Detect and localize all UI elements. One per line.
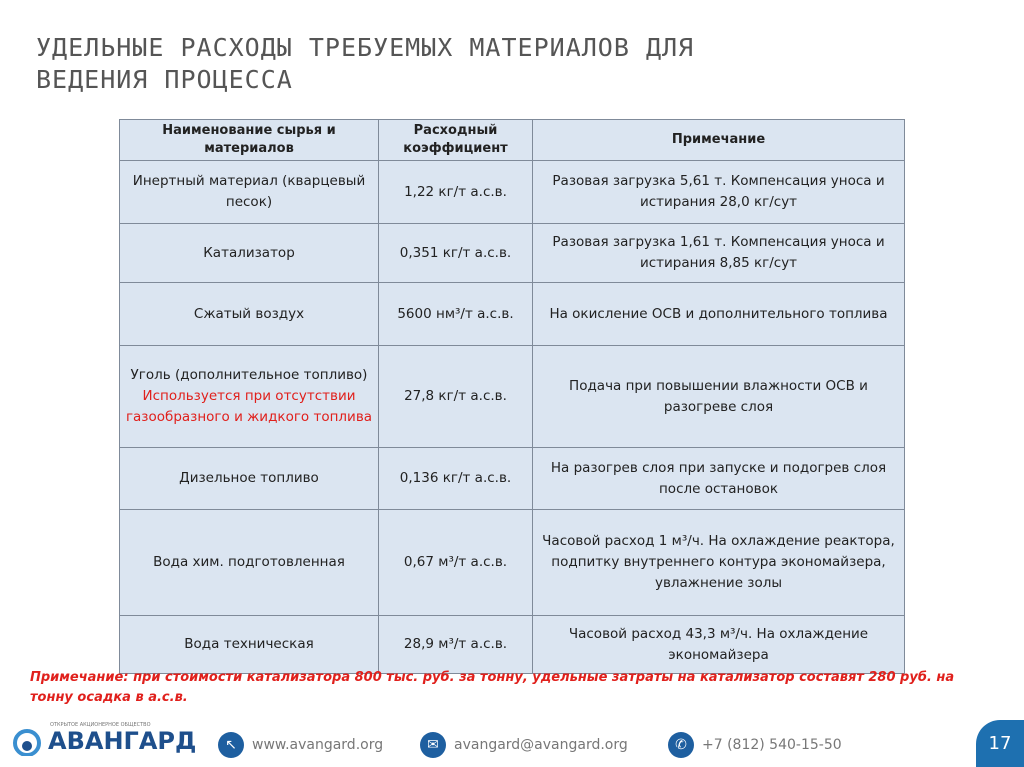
logo-text: АВАНГАРД: [48, 727, 197, 755]
cell-name-text: Уголь (дополнительное топливо): [130, 367, 368, 383]
company-logo: [10, 722, 197, 756]
title-line: УДЕЛЬНЫЕ РАСХОДЫ ТРЕБУЕМЫХ МАТЕРИАЛОВ ДЛЯ: [36, 33, 695, 62]
cell-name: Дизельное топливо: [120, 448, 379, 510]
table-row: [120, 161, 905, 224]
email-text: avangard@avangard.org: [454, 737, 628, 753]
cell-coef: 0,136 кг/т а.с.в.: [379, 448, 533, 510]
header-coef: Расходный коэффициент: [379, 120, 533, 161]
cell-coef: 27,8 кг/т а.с.в.: [379, 346, 533, 448]
cell-note: Часовой расход 43,3 м³/ч. На охлаждение экономайзера: [533, 616, 905, 674]
table-row: [120, 616, 905, 674]
footer: [0, 720, 1024, 767]
cell-coef: 28,9 м³/т а.с.в.: [379, 616, 533, 674]
cell-name: Вода техническая: [120, 616, 379, 674]
logo-icon: [10, 726, 44, 756]
phone-text: +7 (812) 540-15-50: [702, 737, 842, 753]
cell-note: Разовая загрузка 5,61 т. Компенсация уноса и истирания 28,0 кг/сут: [533, 161, 905, 224]
mail-icon: ✉: [420, 732, 446, 758]
cell-name: [120, 346, 379, 448]
phone-link[interactable]: [668, 732, 842, 758]
header-name: Наименование сырья и материалов: [120, 120, 379, 161]
cell-name: Катализатор: [120, 224, 379, 283]
footnote: Примечание: при стоимости катализатора 800 тыс. руб. за тонну, удельные затраты на катализатор составят 280 руб. на тонну осадка в а.с.в.: [30, 670, 955, 705]
website-link[interactable]: [218, 732, 383, 758]
header-note: Примечание: [533, 120, 905, 161]
title-line: ВЕДЕНИЯ ПРОЦЕССА: [36, 65, 293, 94]
cell-name: Инертный материал (кварцевый песок): [120, 161, 379, 224]
logo-subtitle: ОТКРЫТОЕ АКЦИОНЕРНОЕ ОБЩЕСТВО: [50, 722, 151, 728]
cell-coef: 1,22 кг/т а.с.в.: [379, 161, 533, 224]
materials-table: [119, 119, 905, 674]
cursor-icon: ↖: [218, 732, 244, 758]
website-text: www.avangard.org: [252, 737, 384, 753]
table-row: [120, 283, 905, 346]
table-row: [120, 510, 905, 616]
cell-note: На окисление ОСВ и дополнительного топлива: [533, 283, 905, 346]
cell-coef: 0,67 м³/т а.с.в.: [379, 510, 533, 616]
table-header: [120, 120, 905, 161]
page-number: 17: [976, 720, 1024, 767]
cell-name-warning: Используется при отсутствии газообразного и жидкого топлива: [125, 388, 373, 425]
cell-note: Подача при повышении влажности ОСВ и разогреве слоя: [533, 346, 905, 448]
table-row: [120, 224, 905, 283]
cell-name: Сжатый воздух: [120, 283, 379, 346]
cell-coef: 0,351 кг/т а.с.в.: [379, 224, 533, 283]
cell-note: Разовая загрузка 1,61 т. Компенсация уноса и истирания 8,85 кг/сут: [533, 224, 905, 283]
email-link[interactable]: [420, 732, 628, 758]
cell-note: На разогрев слоя при запуске и подогрев слоя после остановок: [533, 448, 905, 510]
table-row: [120, 448, 905, 510]
table-row: [120, 346, 905, 448]
cell-note: Часовой расход 1 м³/ч. На охлаждение реактора, подпитку внутреннего контура экономайзера, увлажнение золы: [533, 510, 905, 616]
phone-icon: ✆: [668, 732, 694, 758]
cell-name: Вода хим. подготовленная: [120, 510, 379, 616]
cell-coef: 5600 нм³/т а.с.в.: [379, 283, 533, 346]
slide-title: [36, 32, 694, 96]
